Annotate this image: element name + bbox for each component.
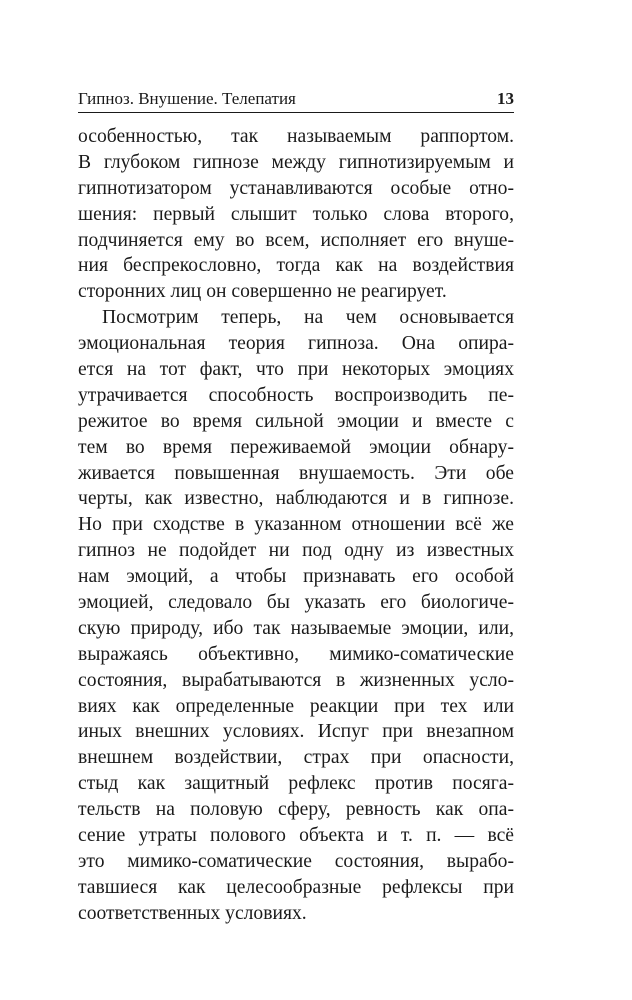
text-line: тавшиеся как целесообразные рефлексы при <box>78 876 514 898</box>
text-line: эмоциональная теория гипноза. Она опира- <box>78 333 514 355</box>
text-line: Но при сходстве в указанном отношении всё же <box>78 514 514 536</box>
text-line: утрачивается способность воспроизводить пе- <box>78 384 514 406</box>
text-line: Посмотрим теперь, на чем основывается <box>102 307 514 329</box>
text-line: гипноз не подойдет ни под одну из известных <box>78 540 514 562</box>
header-rule <box>78 112 514 113</box>
text-line: живается повышенная внушаемость. Эти обе <box>78 462 514 484</box>
text-line: гипнотизатором устанавливаются особые отно- <box>78 177 514 199</box>
running-header-title: Гипноз. Внушение. Телепатия <box>78 89 296 108</box>
text-line: стыд как защитный рефлекс против посяга- <box>78 773 514 795</box>
text-line: соответственных условиях. <box>78 902 307 924</box>
text-line: состояния, вырабатываются в жизненных усло- <box>78 669 514 691</box>
body-text <box>78 124 514 927</box>
text-line: виях как определенные реакции при тех или <box>78 695 514 717</box>
text-line: ния беспрекословно, тогда как на воздействия <box>78 255 514 277</box>
text-line: эмоцией, следовало бы указать его биологиче- <box>78 592 514 614</box>
text-line: В глубоком гипнозе между гипнотизируемым и <box>78 151 514 173</box>
text-line: иных внешних условиях. Испуг при внезапном <box>78 721 514 743</box>
text-line: ется на тот факт, что при некоторых эмоциях <box>78 359 514 381</box>
text-line: нам эмоций, а чтобы признавать его особой <box>78 566 514 588</box>
text-line: сение утраты полового объекта и т. п. — всё <box>78 825 514 847</box>
text-line: подчиняется ему во всем, исполняет его внуше- <box>78 229 514 251</box>
text-line: режитое во время сильной эмоции и вместе с <box>78 410 514 432</box>
text-line: черты, как известно, наблюдаются и в гипнозе. <box>78 488 514 510</box>
text-line: шения: первый слышит только слова второго, <box>78 203 514 225</box>
text-line: тельств на половую сферу, ревность как опа- <box>78 799 514 821</box>
text-line: особенностью, так называемым раппортом. <box>78 126 514 147</box>
text-line: это мимико-соматические состояния, вырабо- <box>78 850 514 872</box>
text-line: тем во время переживаемой эмоции обнару- <box>78 436 514 458</box>
text-line: выражаясь объективно, мимико-соматические <box>78 643 514 665</box>
page-number: 13 <box>497 89 514 108</box>
running-header <box>78 86 514 112</box>
text-line: внешнем воздействии, страх при опасности, <box>78 747 514 769</box>
text-line: скую природу, ибо так называемые эмоции, или, <box>78 617 514 639</box>
text-line: сторонних лиц он совершенно не реагирует. <box>78 281 447 303</box>
